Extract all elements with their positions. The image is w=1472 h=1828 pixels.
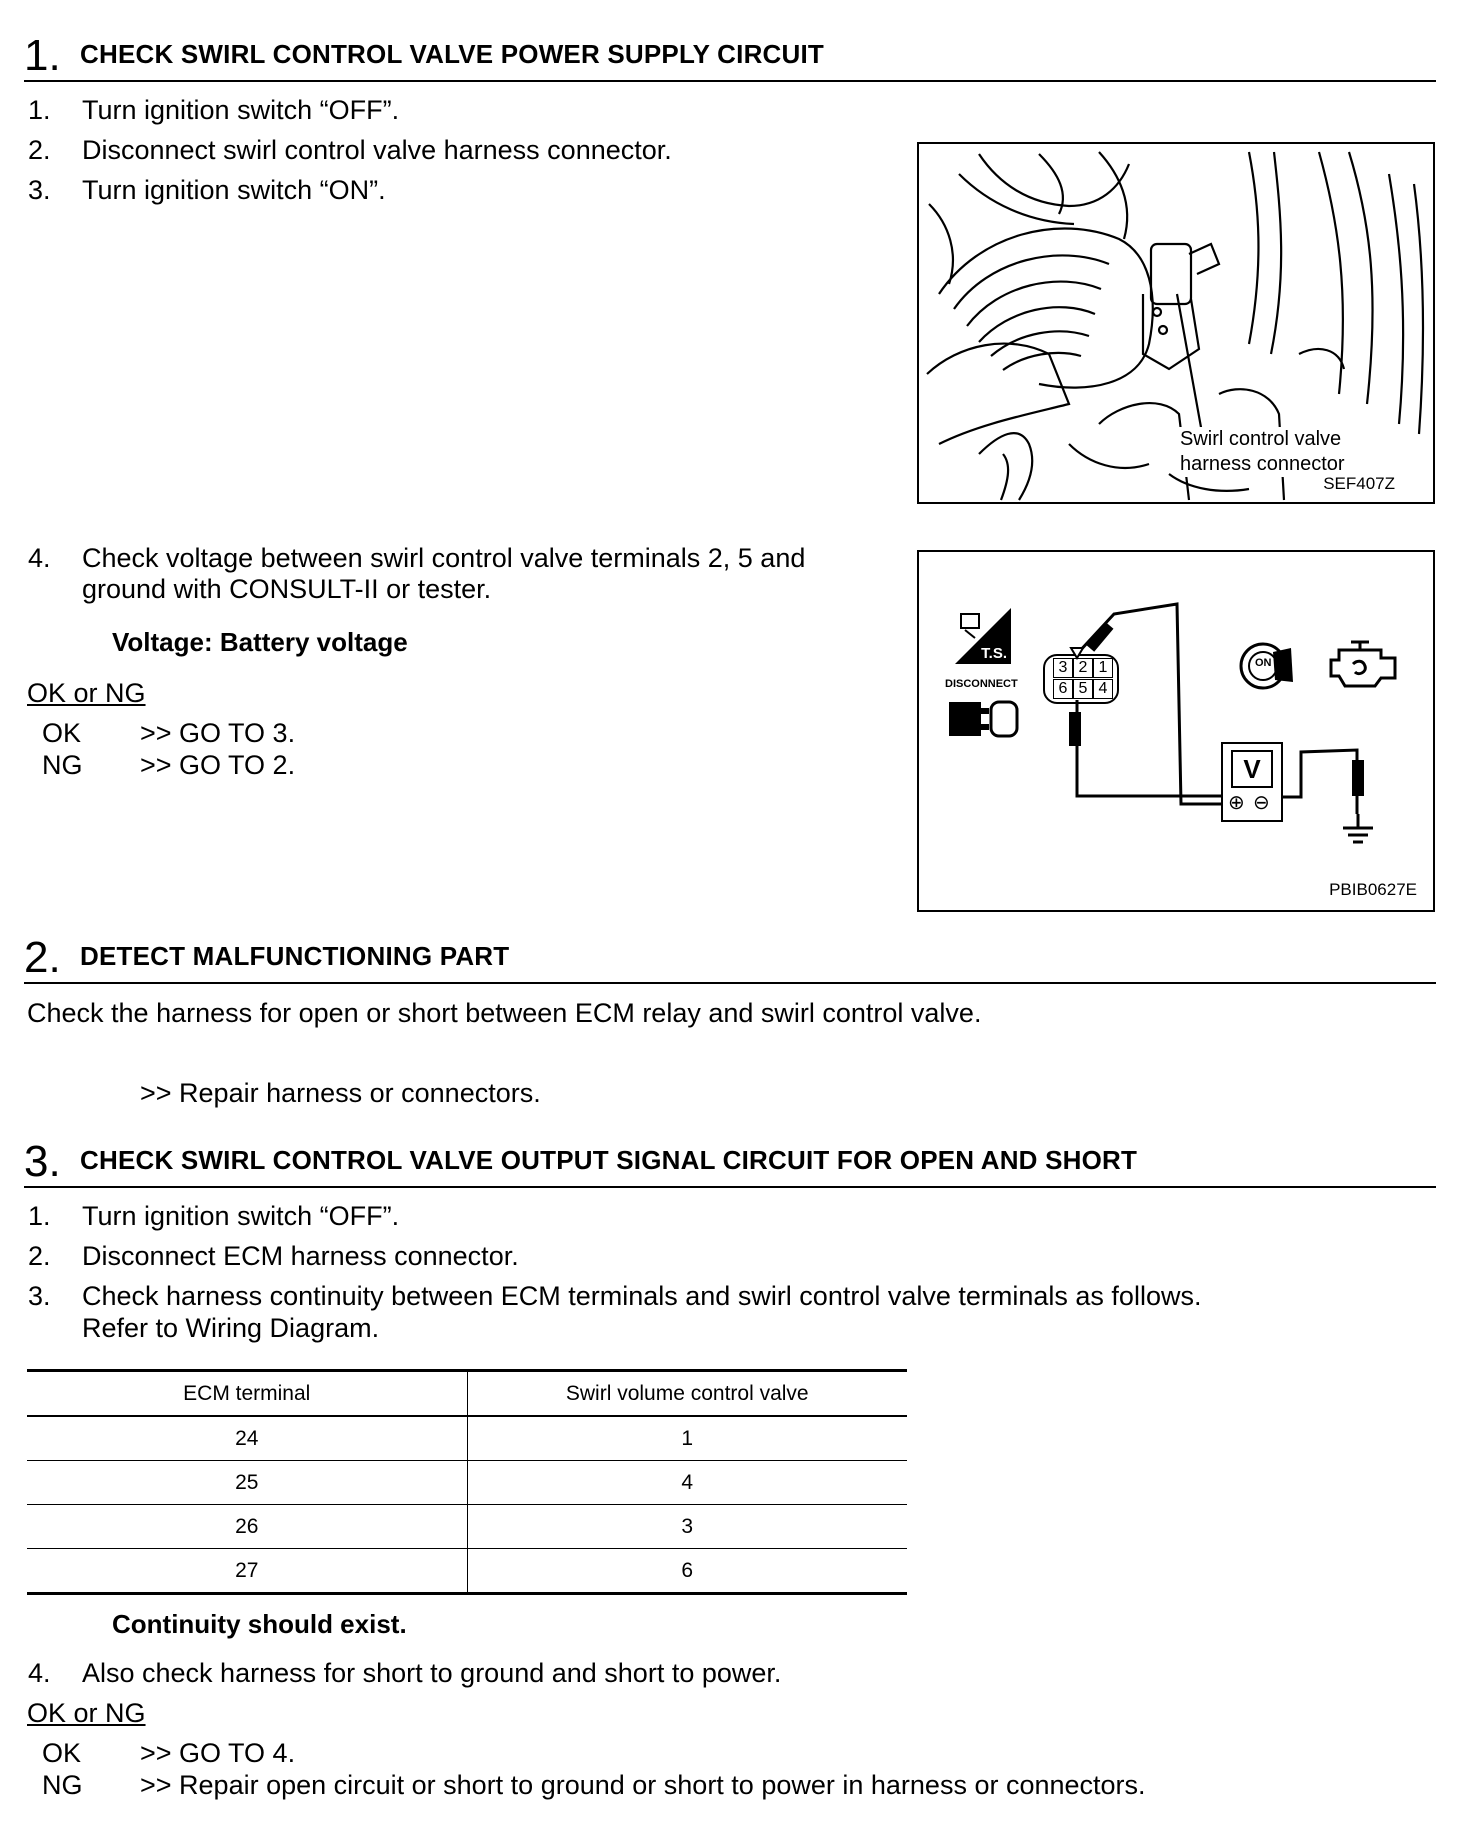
step1-item1-number: 1.: [28, 95, 51, 125]
header-ecm-terminal: ECM terminal: [27, 1371, 467, 1417]
step3-header: [24, 1130, 1436, 1188]
step3-ok-label: OK: [42, 1738, 82, 1768]
ecm-terminal-cell: 25: [27, 1461, 467, 1505]
step2-title: DETECT MALFUNCTIONING PART: [80, 941, 510, 971]
table-row: [27, 1505, 907, 1549]
step1-item2-number: 2.: [28, 135, 51, 165]
step1-header: [24, 24, 1436, 82]
step3-item3-line2: Refer to Wiring Diagram.: [82, 1313, 380, 1343]
step3-item3-text: Check harness continuity between ECM terminals and swirl control valve terminals as follows.: [82, 1281, 1202, 1311]
step1-ok-or-ng: OK or NG: [27, 678, 146, 708]
ecm-terminal-cell: 24: [27, 1416, 467, 1461]
minus-terminal: ⊖: [1253, 792, 1270, 814]
step2-action: >> Repair harness or connectors.: [140, 1078, 541, 1108]
figure1-code: SEF407Z: [1323, 474, 1395, 493]
step1-item3-text: Turn ignition switch “ON”.: [82, 175, 386, 205]
header-swirl-valve: Swirl volume control valve: [467, 1371, 907, 1417]
step1-spec: Voltage: Battery voltage: [112, 627, 408, 657]
pin-6: 6: [1053, 679, 1073, 699]
step2-number: 2.: [24, 933, 61, 982]
key-on-label: ON: [1255, 657, 1272, 669]
figure2-code: PBIB0627E: [1329, 880, 1417, 899]
callout-line2: harness connector: [1180, 453, 1345, 475]
step3-item4-number: 4.: [28, 1658, 51, 1688]
engine-icon: [1325, 636, 1405, 692]
step3-ng-action: >> Repair open circuit or short to ground or short to power in harness or connectors.: [140, 1770, 1146, 1800]
engine-bay-illustration: [919, 144, 1433, 502]
step1-number: 1.: [24, 31, 61, 80]
connector-callout-label: [1177, 427, 1348, 477]
table-row: [27, 1549, 907, 1594]
pin-4: 4: [1093, 679, 1113, 699]
step1-ng-action: >> GO TO 2.: [140, 750, 296, 780]
step3-item1-number: 1.: [28, 1201, 51, 1231]
continuity-table: [27, 1369, 907, 1595]
step3-item3-number: 3.: [28, 1281, 51, 1311]
step3-ok-or-ng: OK or NG: [27, 1698, 146, 1728]
valve-terminal-cell: 1: [467, 1416, 907, 1461]
step2-text: Check the harness for open or short between ECM relay and swirl control valve.: [27, 998, 982, 1028]
voltmeter: [1221, 742, 1283, 822]
pin-3: 3: [1053, 658, 1073, 678]
disconnect-label: DISCONNECT: [945, 678, 1018, 690]
step1-ng-label: NG: [42, 750, 83, 780]
table-row: [27, 1461, 907, 1505]
valve-terminal-cell: 3: [467, 1505, 907, 1549]
step3-item2-text: Disconnect ECM harness connector.: [82, 1241, 519, 1271]
step1-ok-label: OK: [42, 718, 82, 748]
step3-item2-number: 2.: [28, 1241, 51, 1271]
pin-2: 2: [1073, 658, 1093, 678]
step1-item4-line1: Check voltage between swirl control valve terminals 2, 5 and: [82, 543, 806, 573]
step3-title: CHECK SWIRL CONTROL VALVE OUTPUT SIGNAL CIRCUIT FOR OPEN AND SHORT: [80, 1145, 1138, 1175]
step3-number: 3.: [24, 1137, 61, 1186]
step3-item4-text: Also check harness for short to ground and short to power.: [82, 1658, 782, 1688]
step1-item4-line2: ground with CONSULT-II or tester.: [82, 574, 492, 604]
probe-wiring: [919, 552, 1433, 910]
step3-ok-action: >> GO TO 4.: [140, 1738, 296, 1768]
pin-1: 1: [1093, 658, 1113, 678]
table-header-row: [27, 1371, 907, 1417]
step3-item1-text: Turn ignition switch “OFF”.: [82, 1201, 400, 1231]
step3-spec: Continuity should exist.: [112, 1609, 407, 1639]
ts-label: T.S.: [981, 645, 1007, 662]
pin-5: 5: [1073, 679, 1093, 699]
ignition-key-icon: [1237, 638, 1291, 692]
step1-item4-number: 4.: [28, 543, 51, 573]
valve-terminal-cell: 4: [467, 1461, 907, 1505]
connector-location-figure: [917, 142, 1435, 504]
step1-title: CHECK SWIRL CONTROL VALVE POWER SUPPLY CIRCUIT: [80, 39, 825, 69]
ecm-terminal-cell: 26: [27, 1505, 467, 1549]
table-row: [27, 1416, 907, 1461]
plus-terminal: ⊕: [1228, 792, 1245, 814]
step1-ok-action: >> GO TO 3.: [140, 718, 296, 748]
ecm-terminal-cell: 27: [27, 1549, 467, 1594]
valve-terminal-cell: 6: [467, 1549, 907, 1594]
voltmeter-display: V: [1231, 750, 1273, 788]
callout-line1: Swirl control valve: [1180, 428, 1342, 450]
step3-ng-label: NG: [42, 1770, 83, 1800]
voltage-check-figure: [917, 550, 1435, 912]
step1-item3-number: 3.: [28, 175, 51, 205]
step1-item1-text: Turn ignition switch “OFF”.: [82, 95, 400, 125]
step2-header: [24, 926, 1436, 984]
step1-item2-text: Disconnect swirl control valve harness connector.: [82, 135, 672, 165]
